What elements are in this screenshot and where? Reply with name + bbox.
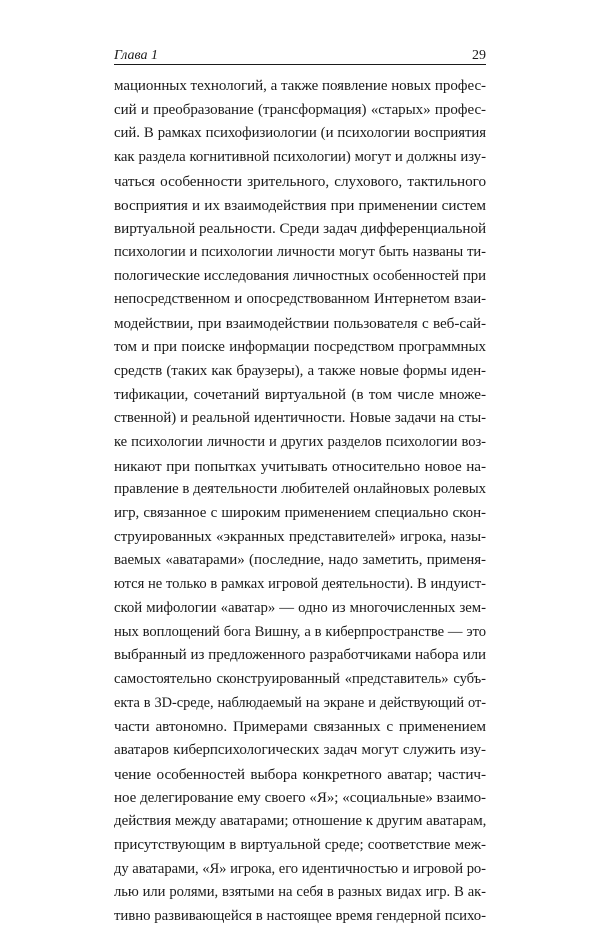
text-line: тификации, сочетаний виртуальной (в том числе множе- — [114, 386, 486, 404]
text-line: ской мифологии «аватар» — одно из многочисленных зем- — [114, 599, 486, 616]
text-line: ются не только в рамках игровой деятельности). В индуист- — [114, 576, 486, 593]
text-line: ных воплощений бога Вишну, а в киберпространстве — это — [114, 623, 486, 640]
text-line: части автономно. Примерами связанных с применением — [114, 718, 486, 736]
text-line: ственной) и реальной идентичности. Новые задачи на сты- — [114, 410, 486, 427]
text-line: тивно развивающейся в настоящее время гендерной психо- — [114, 908, 486, 925]
text-line: ваемых «аватарами» (последние, надо заметить, применя- — [114, 552, 486, 569]
text-line: непосредственном и опосредствованном Интернетом взаи- — [114, 291, 486, 308]
chapter-label: Глава 1 — [114, 48, 158, 63]
text-line: сий и преобразование (трансформация) «старых» профес- — [114, 101, 486, 118]
header-rule — [114, 64, 486, 65]
text-line: ное делегирование ему своего «Я»; «социальные» взаимо- — [114, 789, 486, 806]
text-line: чение особенностей выбора конкретного аватар; частич- — [114, 765, 486, 783]
text-line: самостоятельно сконструированный «представитель» субъ- — [114, 670, 486, 687]
text-line: чаться особенности зрительного, слухового, тактильного — [114, 172, 486, 190]
text-line: выбранный из предложенного разработчиками набора или — [114, 647, 486, 664]
running-head — [114, 44, 486, 64]
text-line: лью или ролями, взятыми на себя в разных видах игр. В ак- — [114, 884, 486, 901]
text-line: модействии, при взаимодействии пользователя с веб-сай- — [114, 315, 486, 333]
text-line: игр, связанное с широким применением специально скон- — [114, 504, 486, 521]
text-line: том и при поиске информации посредством программных — [114, 338, 486, 355]
text-line: средств (таких как браузеры), а также новые формы иден- — [114, 362, 486, 379]
text-line: виртуальной реальности. Среди задач дифференциальной — [114, 220, 487, 238]
page-number: 29 — [472, 48, 486, 63]
text-line: никают при попытках учитывать относительно новое на- — [114, 457, 486, 475]
text-line: как раздела когнитивной психологии) могут и должны изу- — [114, 149, 486, 166]
text-line: ке психологии личности и других разделов психологии воз- — [114, 433, 486, 450]
text-line: ду аватарами, «Я» игрока, его идентичностью и игровой ро- — [114, 860, 486, 877]
text-line: восприятия и их взаимодействия при применении систем — [114, 196, 486, 214]
text-line: аватаров киберпсихологических задач могут служить изу- — [114, 742, 486, 759]
text-line: правление в деятельности любителей онлайновых ролевых — [114, 481, 486, 498]
text-line: действия между аватарами; отношение к другим аватарам, — [114, 813, 487, 830]
text-line: психологии и психологии личности могут быть названы ти- — [114, 244, 486, 261]
body-text — [114, 75, 486, 929]
text-line: пологические исследования личностных особенностей при — [114, 267, 486, 284]
text-line: екта в 3D-среде, наблюдаемый на экране и действующий от- — [114, 694, 486, 711]
text-line: присутствующим в виртуальной среде; соответствие меж- — [114, 837, 486, 853]
text-line: сий. В рамках психофизиологии (и психологии восприятия — [114, 125, 486, 142]
text-line: мационных технологий, а также появление новых профес- — [114, 78, 486, 94]
text-line: струированных «экранных представителей» игрока, назы- — [114, 528, 486, 545]
